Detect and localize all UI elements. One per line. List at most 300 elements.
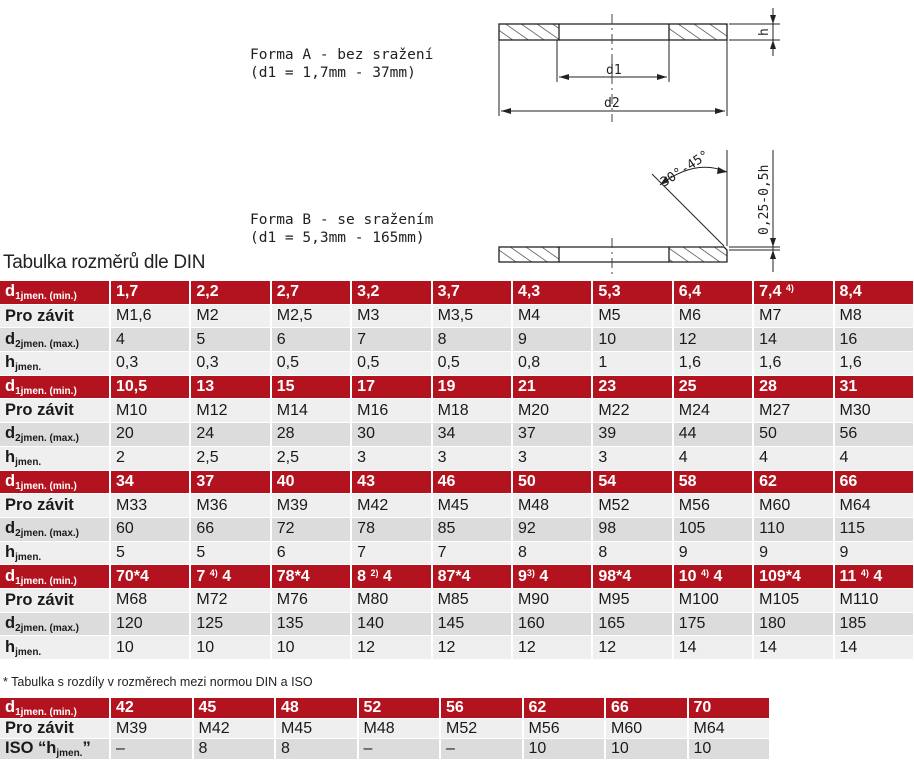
thread-row <box>0 399 914 423</box>
iso-h-cell: – <box>110 739 193 760</box>
d2-cell: 120 <box>110 612 190 636</box>
row-label-part: jmen. (max.) <box>20 528 80 540</box>
d1-cell <box>592 565 672 589</box>
d1-value: 54 <box>598 472 617 490</box>
h-cell: 2,5 <box>271 446 351 470</box>
row-label <box>0 470 110 494</box>
row-label-part: Pro závit <box>5 401 74 420</box>
h-row <box>0 636 914 660</box>
row-label <box>0 399 110 423</box>
d1-value: 8,4 <box>839 283 862 301</box>
h-cell: 4 <box>673 446 753 470</box>
row-label-part: jmen. (min.) <box>20 291 77 303</box>
d1-value: 37 <box>196 472 215 490</box>
d1-value: 9 <box>517 567 527 585</box>
d1-cell <box>351 281 431 304</box>
thread-row <box>0 304 914 328</box>
d1-cell <box>592 281 672 304</box>
row-label <box>0 304 110 328</box>
d2-cell: 135 <box>271 612 351 636</box>
h-cell: 10 <box>271 636 351 660</box>
d1-cell <box>753 470 833 494</box>
d2-row <box>0 328 914 352</box>
d2-cell: 175 <box>673 612 753 636</box>
row-label-part: 1 <box>15 707 21 718</box>
iso-d1-row <box>0 698 770 719</box>
d2-cell: 16 <box>834 328 914 352</box>
d1-footnote: 4) <box>700 567 709 578</box>
row-label-part: jmen. (min.) <box>20 707 77 718</box>
d1-cell <box>673 565 753 589</box>
d2-cell: 6 <box>271 328 351 352</box>
d1-value: 23 <box>598 378 617 396</box>
form-a-title: Forma A - bez sražení <box>250 47 434 63</box>
d1-cell <box>834 565 914 589</box>
h-row <box>0 541 914 565</box>
row-label-part: jmen. (max.) <box>20 433 80 445</box>
form-b-range: (d1 = 5,3mm - 165mm) <box>250 230 425 246</box>
d1-footnote: 2) <box>370 567 379 578</box>
iso-d1-cell: 70 <box>688 698 771 719</box>
h-cell: 3 <box>512 446 592 470</box>
row-label-part: d <box>5 566 16 585</box>
thread-cell: M30 <box>834 399 914 423</box>
d2-row <box>0 612 914 636</box>
row-label-part: Pro závit <box>5 306 74 325</box>
d2-cell: 14 <box>753 328 833 352</box>
row-label <box>0 698 110 719</box>
thread-cell: M110 <box>834 588 914 612</box>
h-cell: 1 <box>592 352 672 376</box>
row-label <box>0 423 110 447</box>
row-label-part: jmen. (min.) <box>20 480 77 492</box>
iso-d1-cell: 48 <box>275 698 358 719</box>
d1-cell <box>190 375 270 399</box>
h-cell: 0,3 <box>190 352 270 376</box>
thread-cell: M18 <box>432 399 512 423</box>
d1-value: 2,7 <box>276 283 300 301</box>
thread-cell: M33 <box>110 494 190 518</box>
h-cell: 0,8 <box>512 352 592 376</box>
row-label <box>0 588 110 612</box>
thread-cell: M90 <box>512 588 592 612</box>
d1-value: 40 <box>276 472 295 490</box>
iso-d1-cell: 42 <box>110 698 193 719</box>
d2-row <box>0 423 914 447</box>
row-label-part: jmen. <box>15 362 42 374</box>
d1-cell <box>592 375 672 399</box>
d1-cell <box>110 281 190 304</box>
row-label <box>0 446 110 470</box>
thread-cell: M64 <box>834 494 914 518</box>
row-label <box>0 565 110 589</box>
d1-cell <box>673 281 753 304</box>
d1-suffix: 4 <box>217 567 232 585</box>
d1-footnote: 4) <box>860 567 869 578</box>
d2-cell: 20 <box>110 423 190 447</box>
iso-thread-row <box>0 719 770 739</box>
d1-cell <box>190 565 270 589</box>
row-label-part: 1 <box>15 386 21 398</box>
d1-value: 19 <box>437 378 456 396</box>
h-cell: 6 <box>271 541 351 565</box>
thread-cell: M5 <box>592 304 672 328</box>
d1-value: 21 <box>517 378 536 396</box>
d2-cell: 4 <box>110 328 190 352</box>
iso-h-cell: 10 <box>605 739 688 760</box>
d2-cell: 185 <box>834 612 914 636</box>
d1-cell <box>351 470 431 494</box>
row-label-part: d <box>5 282 16 301</box>
d1-value: 25 <box>678 378 697 396</box>
d1-value: 78*4 <box>276 567 310 585</box>
h-cell: 5 <box>190 541 270 565</box>
thread-cell: M60 <box>753 494 833 518</box>
iso-thread-cell: M42 <box>193 719 276 739</box>
h-cell: 3 <box>592 446 672 470</box>
thread-cell: M20 <box>512 399 592 423</box>
thread-cell: M72 <box>190 588 270 612</box>
iso-d1-cell: 62 <box>523 698 606 719</box>
iso-note: * Tabulka s rozdíly v rozměrech mezi normou DIN a ISO <box>3 675 313 689</box>
row-label-part: d <box>5 471 16 490</box>
d2-cell: 30 <box>351 423 431 447</box>
h-cell: 7 <box>432 541 512 565</box>
d2-cell: 5 <box>190 328 270 352</box>
iso-h-cell: – <box>440 739 523 760</box>
h-cell: 0,5 <box>271 352 351 376</box>
d2-cell: 160 <box>512 612 592 636</box>
h-cell: 9 <box>673 541 753 565</box>
h-cell: 3 <box>432 446 512 470</box>
thread-cell: M1,6 <box>110 304 190 328</box>
d1-value: 34 <box>116 472 134 490</box>
d1-cell <box>110 470 190 494</box>
d2-cell: 145 <box>432 612 512 636</box>
d1-cell <box>110 375 190 399</box>
iso-h-cell: 10 <box>523 739 606 760</box>
thread-row <box>0 494 914 518</box>
row-label <box>0 352 110 376</box>
d1-value: 46 <box>437 472 456 490</box>
thread-cell: M56 <box>673 494 753 518</box>
row-label-part: jmen. <box>15 646 42 658</box>
row-label <box>0 328 110 352</box>
row-label-part: Pro závit <box>5 590 74 609</box>
thread-cell: M80 <box>351 588 431 612</box>
d1-cell <box>351 375 431 399</box>
thread-cell: M39 <box>271 494 351 518</box>
d1-cell <box>834 470 914 494</box>
d2-cell: 66 <box>190 517 270 541</box>
thread-cell: M105 <box>753 588 833 612</box>
row-label-part: d <box>5 424 16 443</box>
d1-cell <box>834 281 914 304</box>
d1-value: 7 <box>196 567 210 585</box>
row-label-part: d <box>5 698 16 716</box>
d2-cell: 10 <box>592 328 672 352</box>
d1-cell <box>512 565 592 589</box>
d1-cell <box>834 375 914 399</box>
h-cell: 12 <box>351 636 431 660</box>
d1-cell <box>432 375 512 399</box>
thread-cell: M48 <box>512 494 592 518</box>
d1-value: 6,4 <box>678 283 701 301</box>
d1-value: 5,3 <box>598 283 621 301</box>
d2-cell: 125 <box>190 612 270 636</box>
d2-cell: 24 <box>190 423 270 447</box>
h-cell: 8 <box>512 541 592 565</box>
thread-cell: M8 <box>834 304 914 328</box>
h-cell: 14 <box>834 636 914 660</box>
row-label-part: jmen. <box>15 457 42 469</box>
thread-cell: M42 <box>351 494 431 518</box>
d1-value: 62 <box>759 472 777 490</box>
row-label <box>0 719 110 739</box>
d1-value: 10,5 <box>116 378 148 396</box>
row-label-part: ISO “h <box>5 739 57 757</box>
d2-cell: 85 <box>432 517 512 541</box>
row-label-part: jmen. <box>56 748 83 759</box>
row-label-part: jmen. (min.) <box>20 386 77 398</box>
thread-cell: M10 <box>110 399 190 423</box>
row-label-part: jmen. <box>15 551 42 563</box>
d1-value: 87*4 <box>437 567 471 585</box>
din-iso-difference-table <box>0 698 771 760</box>
iso-d1-cell: 56 <box>440 698 523 719</box>
d1-row <box>0 470 914 494</box>
h-cell: 10 <box>190 636 270 660</box>
h-cell: 2,5 <box>190 446 270 470</box>
form-a-range: (d1 = 1,7mm - 37mm) <box>250 65 416 81</box>
row-label-part: h <box>5 353 16 372</box>
d2-cell: 72 <box>271 517 351 541</box>
d1-cell <box>592 470 672 494</box>
thread-cell: M76 <box>271 588 351 612</box>
form-a-drawing <box>499 8 780 122</box>
d2-cell: 37 <box>512 423 592 447</box>
row-label-part: d <box>5 377 16 396</box>
iso-h-cell: – <box>358 739 441 760</box>
row-label-part: 2 <box>15 622 21 634</box>
d2-cell: 34 <box>432 423 512 447</box>
d1-value: 50 <box>517 472 536 490</box>
h-cell: 3 <box>351 446 431 470</box>
d1-cell <box>190 470 270 494</box>
d1-value: 1,7 <box>116 283 139 301</box>
d1-value: 109*4 <box>759 567 801 585</box>
h-cell: 1,6 <box>673 352 753 376</box>
d2-cell: 8 <box>432 328 512 352</box>
iso-thread-cell: M56 <box>523 719 606 739</box>
iso-d1-cell: 52 <box>358 698 441 719</box>
thread-cell: M85 <box>432 588 512 612</box>
d1-value: 3,7 <box>437 283 460 301</box>
thread-cell: M7 <box>753 304 833 328</box>
d1-footnote: 3) <box>526 567 535 578</box>
d2-cell: 98 <box>592 517 672 541</box>
d2-cell: 44 <box>673 423 753 447</box>
thread-cell: M22 <box>592 399 672 423</box>
h-cell: 9 <box>753 541 833 565</box>
d2-cell: 56 <box>834 423 914 447</box>
d1-cell <box>753 375 833 399</box>
d2-cell: 9 <box>512 328 592 352</box>
dim-d1: d1 <box>606 63 622 78</box>
d1-footnote: 4) <box>785 283 794 294</box>
thread-cell: M2 <box>190 304 270 328</box>
d2-cell: 60 <box>110 517 190 541</box>
h-cell: 5 <box>110 541 190 565</box>
h-cell: 7 <box>351 541 431 565</box>
d1-suffix: 4 <box>868 567 883 585</box>
row-label <box>0 517 110 541</box>
row-label-part: ” <box>82 739 91 757</box>
row-label-part: h <box>5 637 16 656</box>
dim-angle: 30°-45° <box>658 147 713 191</box>
d2-cell: 39 <box>592 423 672 447</box>
d2-cell: 115 <box>834 517 914 541</box>
d1-value: 31 <box>839 378 858 396</box>
d1-cell <box>271 281 351 304</box>
d1-cell <box>673 375 753 399</box>
d2-cell: 7 <box>351 328 431 352</box>
d1-suffix: 4 <box>709 567 723 585</box>
form-b-drawing <box>499 147 780 275</box>
d1-row <box>0 281 914 304</box>
d2-cell: 78 <box>351 517 431 541</box>
h-row <box>0 446 914 470</box>
h-cell: 4 <box>834 446 914 470</box>
row-label-part: h <box>5 542 16 561</box>
table-title: Tabulka rozměrů dle DIN <box>3 252 206 273</box>
h-cell: 12 <box>592 636 672 660</box>
iso-thread-cell: M60 <box>605 719 688 739</box>
thread-row <box>0 588 914 612</box>
d1-value: 10 <box>678 567 701 585</box>
row-label <box>0 739 110 760</box>
d1-value: 3,2 <box>357 283 380 301</box>
d2-cell: 140 <box>351 612 431 636</box>
thread-cell: M16 <box>351 399 431 423</box>
d1-cell <box>271 565 351 589</box>
d1-value: 8 <box>357 567 371 585</box>
thread-cell: M45 <box>432 494 512 518</box>
row-label <box>0 375 110 399</box>
thread-cell: M3 <box>351 304 431 328</box>
h-cell: 14 <box>753 636 833 660</box>
thread-cell: M6 <box>673 304 753 328</box>
din-dimension-table <box>0 281 914 660</box>
d2-cell: 105 <box>673 517 753 541</box>
d1-cell <box>512 470 592 494</box>
thread-cell: M3,5 <box>432 304 512 328</box>
iso-h-cell: 8 <box>193 739 276 760</box>
d1-value: 58 <box>678 472 697 490</box>
thread-cell: M24 <box>673 399 753 423</box>
h-cell: 1,6 <box>834 352 914 376</box>
d1-value: 2,2 <box>196 283 219 301</box>
row-label-part: Pro závit <box>5 719 74 737</box>
row-label-part: d <box>5 519 16 538</box>
row-label-part: jmen. (max.) <box>20 338 80 350</box>
thread-cell: M52 <box>592 494 672 518</box>
thread-cell: M100 <box>673 588 753 612</box>
iso-thread-cell: M39 <box>110 719 193 739</box>
dim-d2: d2 <box>604 96 620 111</box>
row-label-part: jmen. (min.) <box>20 575 77 587</box>
form-b-title: Forma B - se sražením <box>250 212 434 228</box>
d1-cell <box>753 565 833 589</box>
row-label-part: Pro závit <box>5 496 74 515</box>
h-cell: 0,3 <box>110 352 190 376</box>
d2-row <box>0 517 914 541</box>
d2-cell: 165 <box>592 612 672 636</box>
d1-cell <box>432 281 512 304</box>
row-label <box>0 612 110 636</box>
d1-cell <box>190 281 270 304</box>
d1-value: 66 <box>839 472 858 490</box>
d2-cell: 110 <box>753 517 833 541</box>
d1-value: 98*4 <box>598 567 632 585</box>
d1-cell <box>351 565 431 589</box>
d1-value: 70*4 <box>116 567 149 585</box>
thread-cell: M27 <box>753 399 833 423</box>
h-cell: 2 <box>110 446 190 470</box>
thread-cell: M36 <box>190 494 270 518</box>
h-cell: 12 <box>512 636 592 660</box>
d1-suffix: 4 <box>378 567 392 585</box>
row-label-part: 1 <box>15 480 21 492</box>
d1-value: 15 <box>276 378 295 396</box>
h-cell: 0,5 <box>351 352 431 376</box>
d1-cell <box>271 375 351 399</box>
thread-cell: M14 <box>271 399 351 423</box>
thread-cell: M95 <box>592 588 672 612</box>
d1-value: 17 <box>357 378 375 396</box>
d2-cell: 12 <box>673 328 753 352</box>
d1-cell <box>432 470 512 494</box>
row-label <box>0 494 110 518</box>
dim-h: h <box>757 28 772 36</box>
row-label-part: 1 <box>15 575 21 587</box>
d2-cell: 50 <box>753 423 833 447</box>
row-label <box>0 636 110 660</box>
row-label-part: d <box>5 613 16 632</box>
row-label-part: d <box>5 329 16 348</box>
row-label <box>0 281 110 304</box>
h-cell: 9 <box>834 541 914 565</box>
row-label <box>0 541 110 565</box>
row-label-part: h <box>5 448 16 467</box>
washer-technical-drawing <box>0 0 914 280</box>
d1-cell <box>512 281 592 304</box>
row-label-part: jmen. (max.) <box>20 622 80 634</box>
iso-thread-cell: M48 <box>358 719 441 739</box>
h-cell: 8 <box>592 541 672 565</box>
d1-cell <box>512 375 592 399</box>
row-label-part: 2 <box>15 528 21 540</box>
thread-cell: M68 <box>110 588 190 612</box>
d2-cell: 92 <box>512 517 592 541</box>
dim-chamfer: 0,25-0,5h <box>757 164 772 235</box>
row-label-part: 2 <box>15 338 21 350</box>
iso-thread-cell: M64 <box>688 719 771 739</box>
thread-cell: M2,5 <box>271 304 351 328</box>
row-label-part: 1 <box>15 291 21 303</box>
d1-footnote: 4) <box>209 567 218 578</box>
iso-h-cell: 8 <box>275 739 358 760</box>
